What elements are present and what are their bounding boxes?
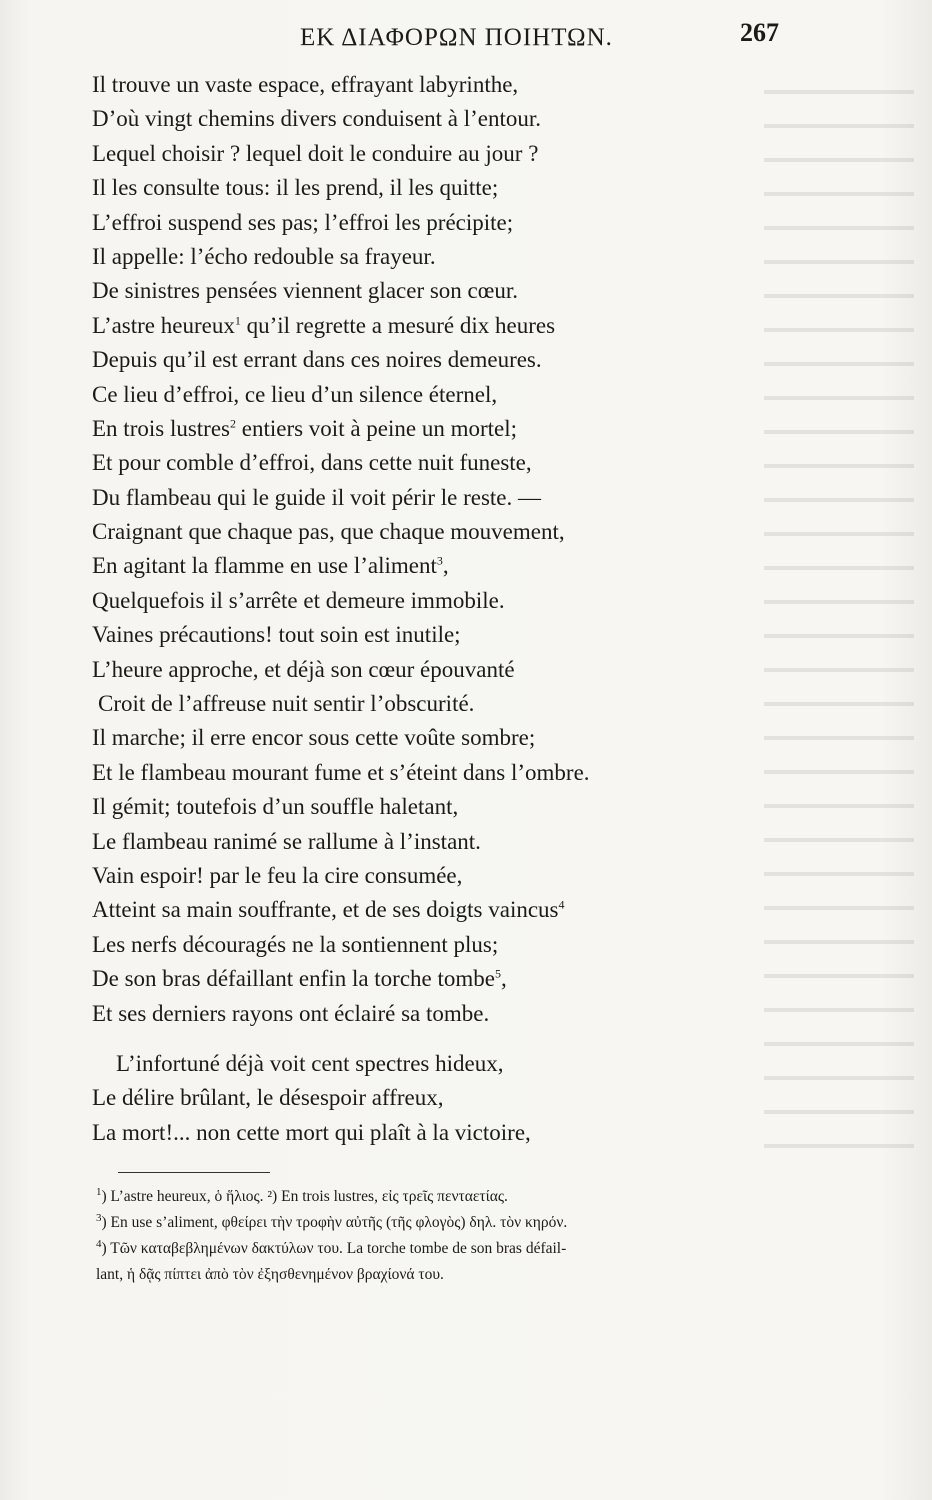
verse-line	[92, 1116, 872, 1150]
verse-line	[92, 825, 872, 859]
verse-line	[92, 687, 872, 721]
verse-line	[92, 102, 872, 136]
page-header	[0, 18, 932, 58]
verse-line-text: De sinistres pensées viennent glacer son cœur.	[92, 278, 519, 304]
footnote-marker: 1	[234, 313, 241, 328]
verse-line-text: La mort!... non cette mort qui plaît à la victoire,	[92, 1119, 531, 1145]
verse-line	[92, 928, 872, 962]
verse-line	[92, 309, 872, 343]
verse-line	[92, 1081, 872, 1115]
footnote-marker: 3	[436, 553, 443, 568]
verse-line	[92, 1047, 872, 1081]
page-number: 267	[740, 18, 779, 47]
footnote-text: ) Τῶν καταβεβλημένων δακτύλων του. La torche tombe de son bras défail-	[101, 1240, 567, 1257]
verse-line	[92, 412, 872, 446]
verse-line-text: Ce lieu d’effroi, ce lieu d’un silence éternel,	[92, 381, 498, 407]
footnote-text: ) L’astre heureux, ὁ ἥλιος. ²) En trois lustres, εἰς τρεῖς πενταετίας.	[101, 1188, 508, 1205]
verse-line	[92, 240, 872, 274]
verse-line	[92, 68, 872, 102]
verse-line-text-continued: qu’il regrette a mesuré dix heures	[240, 312, 556, 338]
footnote	[96, 1262, 826, 1288]
verse-line	[92, 997, 872, 1031]
verse-line-text: Vaines précautions! tout soin est inutile;	[92, 622, 461, 648]
verse-line-text: Le flambeau ranimé se rallume à l’instant.	[92, 828, 481, 854]
footnote-marker: 2	[230, 416, 236, 431]
verse-line-text: En trois lustres	[92, 415, 230, 441]
footnote-text: lant, ἡ δᾷς πίπτει ἀπὸ τὸν ἐξησθενημένον βραχίονά του.	[96, 1266, 444, 1283]
verse-line-text: Depuis qu’il est errant dans ces noires demeures.	[92, 347, 542, 373]
footnote-rule	[118, 1172, 270, 1173]
verse-line	[92, 481, 872, 515]
verse-line-text: Atteint sa main souffrante, et de ses doigts vaincus	[92, 897, 559, 923]
verse-line	[92, 515, 872, 549]
verse-line-text-continued: entiers voit à peine un mortel;	[236, 415, 518, 441]
footnote-number: 3	[96, 1211, 102, 1224]
verse-line-text: D’où vingt chemins divers conduisent à l’entour.	[92, 106, 542, 132]
running-head: ΕΚ ΔΙΑΦΟΡΩΝ ΠΟΙΗΤΩΝ.	[300, 24, 613, 51]
verse-line	[92, 584, 872, 618]
footnote-number: 4	[96, 1237, 102, 1250]
verse-line-text: Il trouve un vaste espace, effrayant labyrinthe,	[92, 72, 519, 97]
poem-text	[92, 68, 872, 1150]
footnote-text: ) En use s’aliment, φθείρει τὴν τροφὴν αὐτῆς (τῆς φλογὸς) δηλ. τὸν κηρόν.	[101, 1214, 568, 1231]
verse-line-text: En agitant la flamme en use l’aliment	[92, 553, 437, 579]
footnote-number: 1	[96, 1185, 102, 1198]
footnote-marker: 4	[558, 897, 565, 912]
verse-line	[92, 206, 872, 240]
verse-line-text: Et ses derniers rayons ont éclairé sa tombe.	[92, 1000, 490, 1026]
verse-line-text: Croit de l’affreuse nuit sentir l’obscurité.	[98, 691, 475, 717]
verse-line-text: Vain espoir! par le feu la cire consumée,	[92, 862, 463, 888]
footnote-marker: 5	[495, 966, 501, 981]
verse-line-text: Du flambeau qui le guide il voit périr le reste. —	[92, 484, 542, 510]
verse-line-text: Il les consulte tous: il les prend, il les quitte;	[92, 175, 499, 201]
verse-line	[92, 893, 872, 927]
stanza-break	[92, 1031, 872, 1047]
verse-line-text: Les nerfs découragés ne la sontiennent plus;	[92, 931, 499, 957]
verse-line	[92, 653, 872, 687]
verse-line-text-continued: ,	[501, 966, 507, 992]
verse-line	[92, 137, 872, 171]
verse-line-text: Le délire brûlant, le désespoir affreux,	[92, 1085, 444, 1111]
verse-line	[92, 756, 872, 790]
verse-line-text: Et le flambeau mourant fume et s’éteint dans l’ombre.	[92, 759, 590, 785]
verse-line-text: De son bras défaillant enfin la torche tombe	[92, 966, 495, 992]
verse-line-text: Il marche; il erre encor sous cette voûte sombre;	[92, 725, 536, 751]
verse-line	[92, 274, 872, 308]
verse-line	[92, 859, 872, 893]
verse-line-text: Il gémit; toutefois d’un souffle haletant,	[92, 794, 459, 820]
verse-line	[92, 343, 872, 377]
verse-line-text: L’astre heureux	[92, 312, 235, 338]
verse-line	[92, 378, 872, 412]
verse-line-text: L’infortuné déjà voit cent spectres hideux,	[116, 1050, 504, 1076]
footnote	[96, 1210, 826, 1236]
verse-line	[92, 618, 872, 652]
footnote	[96, 1184, 826, 1210]
footnote	[96, 1236, 826, 1262]
footnotes	[96, 1184, 826, 1288]
verse-line-text: L’effroi suspend ses pas; l’effroi les précipite;	[92, 209, 514, 235]
verse-line-text-continued: ,	[442, 553, 449, 579]
verse-line	[92, 721, 872, 755]
verse-line	[92, 446, 872, 480]
verse-line-text: Lequel choisir ? lequel doit le conduire au jour ?	[92, 140, 539, 166]
verse-line-text: Il appelle: l’écho redouble sa frayeur.	[92, 243, 436, 269]
verse-line-text: Quelquefois il s’arrête et demeure immobile.	[92, 587, 505, 613]
verse-line-text: Et pour comble d’effroi, dans cette nuit funeste,	[92, 450, 532, 476]
verse-line	[92, 549, 872, 583]
verse-line	[92, 962, 872, 996]
verse-line-text: Craignant que chaque pas, que chaque mouvement,	[92, 519, 565, 545]
verse-line	[92, 790, 872, 824]
verse-line-text: L’heure approche, et déjà son cœur épouvanté	[92, 656, 515, 682]
verse-line	[92, 171, 872, 205]
